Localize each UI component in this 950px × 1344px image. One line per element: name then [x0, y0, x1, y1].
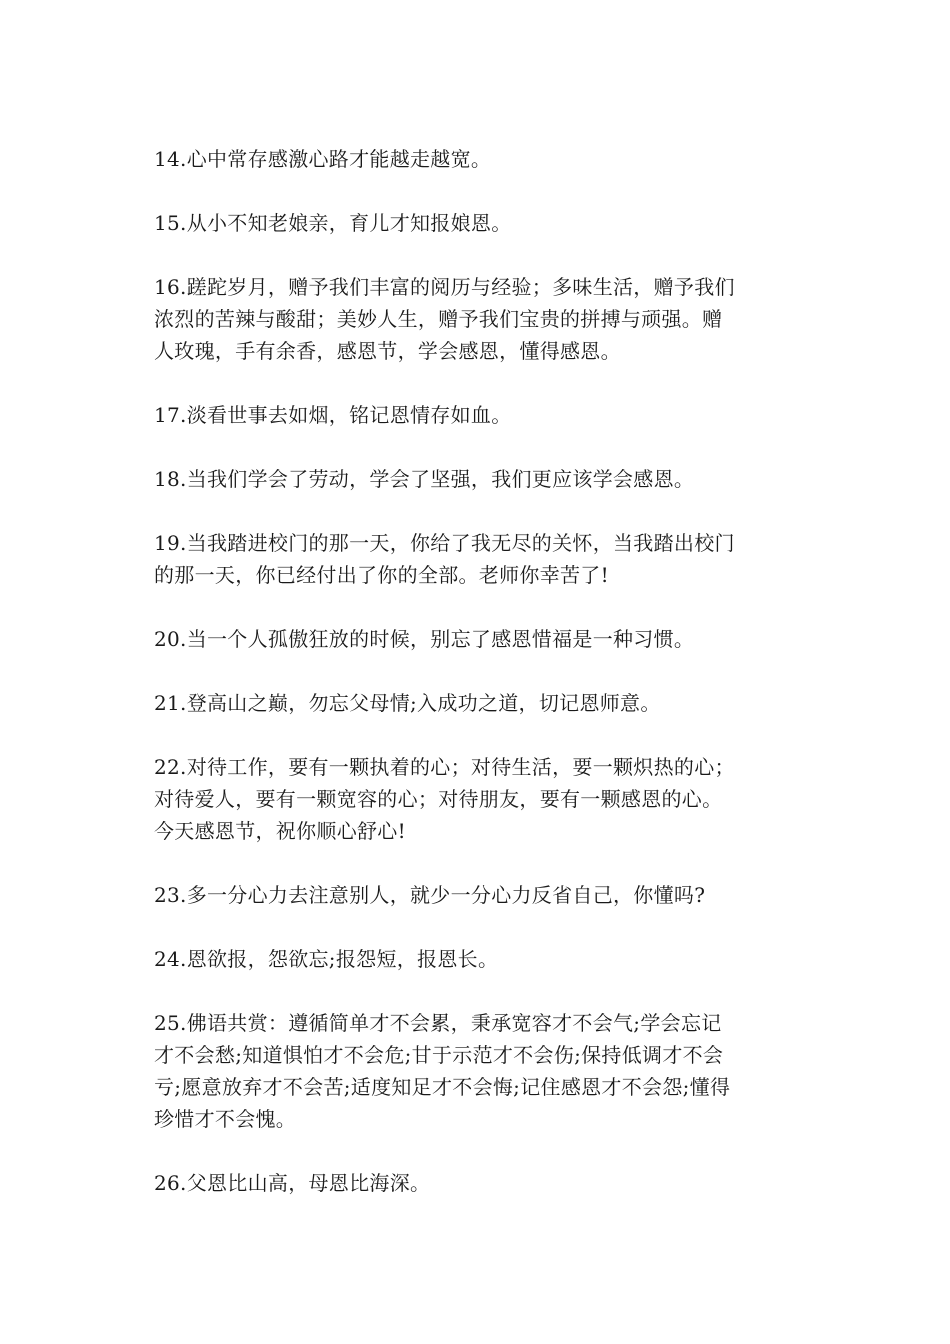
paragraph-19: 19.当我踏进校门的那一天，你给了我无尽的关怀，当我踏出校门 的那一天，你已经付出了你的全部。老师你幸苦了!	[154, 531, 735, 587]
paragraph-21: 21.登高山之巅，勿忘父母情;入成功之道，切记恩师意。	[154, 691, 661, 715]
paragraph-17: 17.淡看世事去如烟，铭记恩情存如血。	[154, 403, 512, 427]
paragraph-23: 23.多一分心力去注意别人，就少一分心力反省自己，你懂吗?	[154, 883, 706, 907]
paragraph-22: 22.对待工作，要有一颗执着的心；对待生活，要一颗炽热的心； 对待爱人，要有一颗宽容的心；对待朋友，要有一颗感恩的心。 今天感恩节，祝你顺心舒心!	[154, 755, 735, 843]
paragraph-20: 20.当一个人孤傲狂放的时候，别忘了感恩惜福是一种习惯。	[154, 627, 695, 651]
paragraph-14: 14.心中常存感激心路才能越走越宽。	[154, 147, 492, 171]
paragraph-18: 18.当我们学会了劳动，学会了坚强，我们更应该学会感恩。	[154, 467, 695, 491]
paragraph-15: 15.从小不知老娘亲，育儿才知报娘恩。	[154, 211, 512, 235]
paragraph-26: 26.父恩比山高，母恩比海深。	[154, 1171, 431, 1195]
paragraph-24: 24.恩欲报，怨欲忘;报怨短，报恩长。	[154, 947, 499, 971]
paragraph-25: 25.佛语共赏：遵循简单才不会累，秉承宽容才不会气;学会忘记 才不会愁;知道惧怕才不会危;甘于示范才不会伤;保持低调才不会 亏;愿意放弃才不会苦;适度知足才不会悔;记住感恩才不会怨;懂得 珍惜才不会愧。	[154, 1011, 731, 1131]
document-body	[154, 143, 804, 1231]
paragraph-16: 16.蹉跎岁月，赠予我们丰富的阅历与经验；多味生活，赠予我们 浓烈的苦辣与酸甜；美妙人生，赠予我们宝贵的拼搏与顽强。赠 人玫瑰，手有余香，感恩节，学会感恩，懂得感恩。	[154, 275, 735, 363]
